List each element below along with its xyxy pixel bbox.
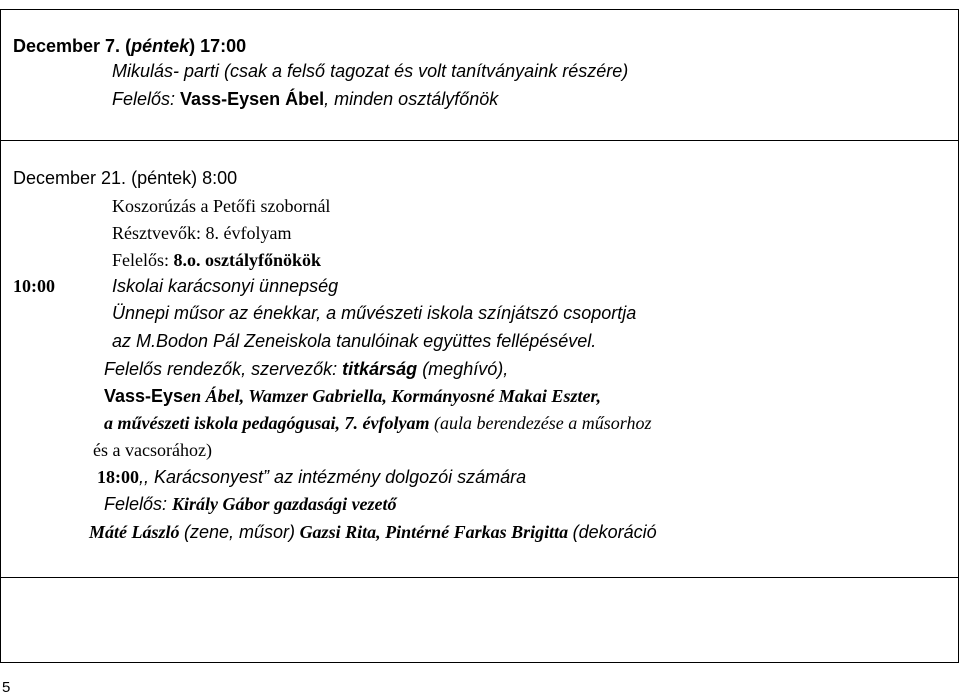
event2-program-line2: az M.Bodon Pál Zeneiskola tanulóinak együttes fellépésével. bbox=[112, 331, 597, 351]
event2-team-names: Gazsi Rita, Pintérné Farkas Brigitta bbox=[299, 522, 569, 542]
event2-team-mate-role: (zene, műsor) bbox=[184, 522, 296, 542]
event2-organizer-names bbox=[104, 386, 601, 406]
event2-heading bbox=[13, 168, 237, 188]
event2-org-vass: Vass-Eys bbox=[104, 386, 184, 406]
event2-title: Koszorúzás a Petőfi szobornál bbox=[112, 196, 331, 216]
page-number: 5 bbox=[2, 679, 11, 696]
event2-org-label: Felelős rendezők, szervezők: bbox=[104, 359, 338, 379]
event2-responsible bbox=[112, 250, 321, 270]
event2-participants: Résztvevők: 8. évfolyam bbox=[112, 223, 292, 243]
event1-heading: December 7. (péntek) 17:00 bbox=[13, 36, 247, 56]
event2-resp3-name: Király Gábor gazdasági vezető bbox=[172, 494, 397, 514]
event2-resp-name: 8.o. osztályfőnökök bbox=[173, 250, 322, 270]
event1-day: péntek bbox=[131, 36, 190, 56]
event1-resp-name: Vass-Eysen Ábel bbox=[180, 89, 325, 109]
event2-day: (péntek) bbox=[131, 168, 198, 188]
event2-time2: 10:00 bbox=[13, 276, 55, 296]
event2-time3: 18:00 bbox=[97, 467, 139, 487]
event2-team bbox=[89, 522, 657, 542]
event2-title3: ,, Karácsonyest” az intézmény dolgozói számára bbox=[139, 467, 527, 487]
event2-team-mate: Máté László bbox=[89, 522, 180, 542]
event2-org-aula: (aula berendezése a műsorhoz bbox=[433, 413, 652, 433]
event2-org-dinner: és a vacsorához) bbox=[93, 440, 212, 460]
event2-org-invite: (meghívó), bbox=[422, 359, 509, 379]
event1-time: 17:00 bbox=[200, 36, 247, 56]
event2-org-names: en Ábel, Wamzer Gabriella, Kormányosné Makai Eszter, bbox=[183, 386, 601, 406]
event2-team-role2: (dekoráció bbox=[572, 522, 657, 542]
event2-title2: Iskolai karácsonyi ünnepség bbox=[112, 276, 339, 296]
event2-organizer-art bbox=[104, 413, 651, 433]
event2-org-secretariat: titkárság bbox=[342, 359, 418, 379]
event2-resp3-label: Felelős: bbox=[104, 494, 168, 514]
event2-date: December 21. bbox=[13, 168, 127, 188]
event2-time: 8:00 bbox=[202, 168, 238, 188]
event-row-december-21 bbox=[1, 140, 958, 577]
event2-organizers bbox=[104, 359, 508, 379]
event-row-december-7 bbox=[1, 9, 958, 140]
event2-org-art: a művészeti iskola pedagógusai, 7. évfolyam bbox=[104, 413, 430, 433]
event1-resp-label: Felelős: bbox=[112, 89, 176, 109]
event2-responsible3 bbox=[104, 494, 397, 514]
event2-resp-label: Felelős: bbox=[112, 250, 169, 270]
schedule-table bbox=[0, 9, 959, 663]
event1-date: December 7. bbox=[13, 36, 121, 56]
event1-responsible bbox=[112, 89, 498, 109]
event1-title: Mikulás- parti (csak a felső tagozat és volt tanítványaink részére) bbox=[112, 61, 629, 81]
event2-evening bbox=[97, 467, 526, 487]
event1-resp-rest: , minden osztályfőnök bbox=[324, 89, 499, 109]
empty-row bbox=[1, 577, 958, 663]
event2-program-line1: Ünnepi műsor az énekkar, a művészeti iskola színjátszó csoportja bbox=[112, 303, 637, 323]
